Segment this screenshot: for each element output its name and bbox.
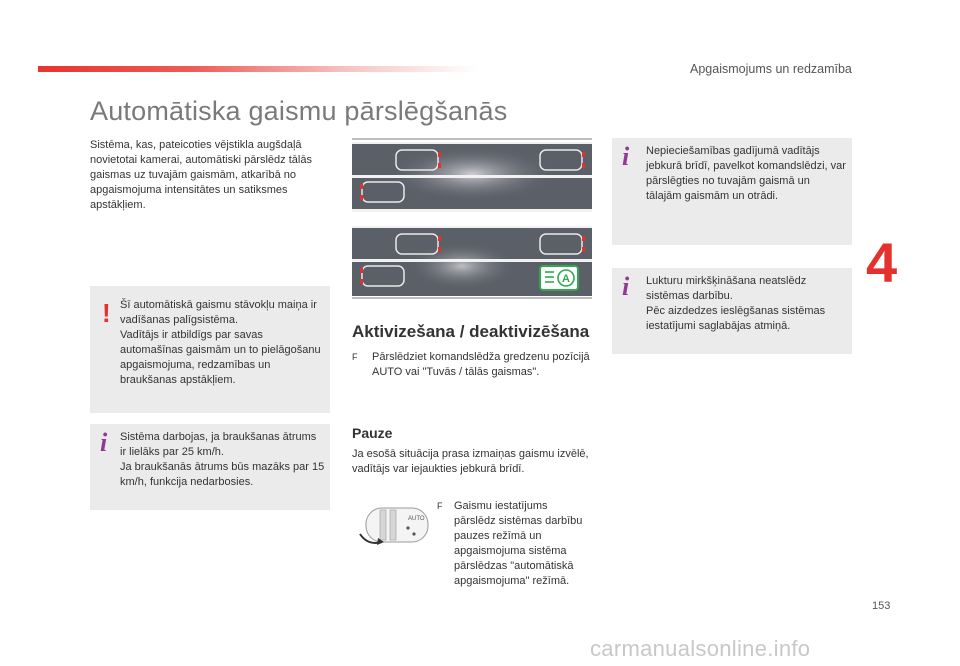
info-speed-line-1: Sistēma darbojas, ja braukšanas ātrums ir lielāks par 25 km/h. xyxy=(120,431,317,458)
info-icon: i xyxy=(100,428,108,457)
header-accent-bar xyxy=(38,66,478,72)
light-lever-drawing xyxy=(356,500,436,550)
info-flash-line-2: Pēc aizdedzes ieslēgšanas sistēmas iestatījumi saglabājas atmiņā. xyxy=(646,305,826,332)
road-scene-low-beam xyxy=(352,226,592,296)
info-icon: i xyxy=(622,272,630,301)
lever-auto-label: AUTO xyxy=(408,516,425,522)
exclamation-icon: ! xyxy=(102,298,111,328)
auto-high-beam-icon xyxy=(540,266,578,290)
page-title: Automātiska gaismu pārslēgšanās xyxy=(90,96,508,126)
pause-text: Ja esošā situācija prasa izmaiņas gaismu izvēlē, vadītājs var iejaukties jebkurā brīdī. xyxy=(352,448,589,475)
info-speed-line-2: Ja braukšanās ātrums būs mazāks par 15 km/h, funkcija nedarbosies. xyxy=(120,461,325,488)
road-scene-high-beam xyxy=(352,142,592,212)
bullet-arrow-icon: F xyxy=(352,352,358,362)
intro-paragraph: Sistēma, kas, pateicoties vējstikla augšdaļā novietotai kamerai, automātiski pārslēdz tālās gaismas uz tuvajām gaismām, atkarībā no apgaismojuma intensitātes un satiksmes apstākļiem. xyxy=(90,139,312,211)
light-lever-illustration xyxy=(356,500,436,550)
illustration-top-border xyxy=(352,138,592,140)
section-header: Apgaismojums un redzamība xyxy=(690,62,852,76)
activation-title: Aktivizešana / deaktivizēšana xyxy=(352,322,590,341)
info-box-manual xyxy=(612,138,852,245)
chapter-number: 4 xyxy=(866,231,898,294)
info-flash-line-1: Lukturu mirkšķināšana neatslēdz sistēmas darbību. xyxy=(646,275,807,302)
info-box-speed xyxy=(90,424,330,510)
bullet-arrow-icon: F xyxy=(437,501,443,511)
road-scene-low-beam-drawing xyxy=(352,226,592,296)
info-box-flash xyxy=(612,268,852,354)
warning-line-1: Šī automātiskā gaismu stāvokļu maiņa ir vadīšanas palīgsistēma. xyxy=(120,299,317,326)
info-flash-text xyxy=(646,274,846,334)
auto-indicator-letter: A xyxy=(562,273,570,285)
info-icon: i xyxy=(622,142,630,171)
info-manual-text: Nepieciešamības gadījumā vadītājs jebkurā brīdī, pavelkot komandslēdzi, var pārslēgties no tuvajām gaismā un tālajām gaismām un otrādi. xyxy=(646,145,846,202)
pause-title: Pauze xyxy=(352,425,393,441)
warning-box xyxy=(90,286,330,413)
illustration-bottom-border xyxy=(352,297,592,299)
info-speed-text xyxy=(120,430,325,490)
warning-text xyxy=(120,298,325,388)
pause-bullet-text: Gaismu iestatījums pārslēdz sistēmas darbību pauzes režīmā un apgaismojuma sistēma pārslēdzas "automātiskā apgaismojuma" režīmā. xyxy=(454,500,583,587)
activation-bullet xyxy=(352,350,592,380)
warning-line-2: Vadītājs ir atbildīgs par savas automašīnas gaismām un to pielāgošanu apgaismojuma, redzamības un braukšanas apstākļiem. xyxy=(120,329,321,386)
pause-bullet xyxy=(437,499,592,589)
activation-bullet-text: Pārslēdziet komandslēdža gredzenu pozīcijā AUTO vai "Tuvās / tālās gaismas". xyxy=(372,351,590,378)
page-number: 153 xyxy=(872,600,891,612)
road-scene-high-beam-drawing xyxy=(352,142,592,212)
watermark: carmanualsonline.info xyxy=(590,636,811,661)
